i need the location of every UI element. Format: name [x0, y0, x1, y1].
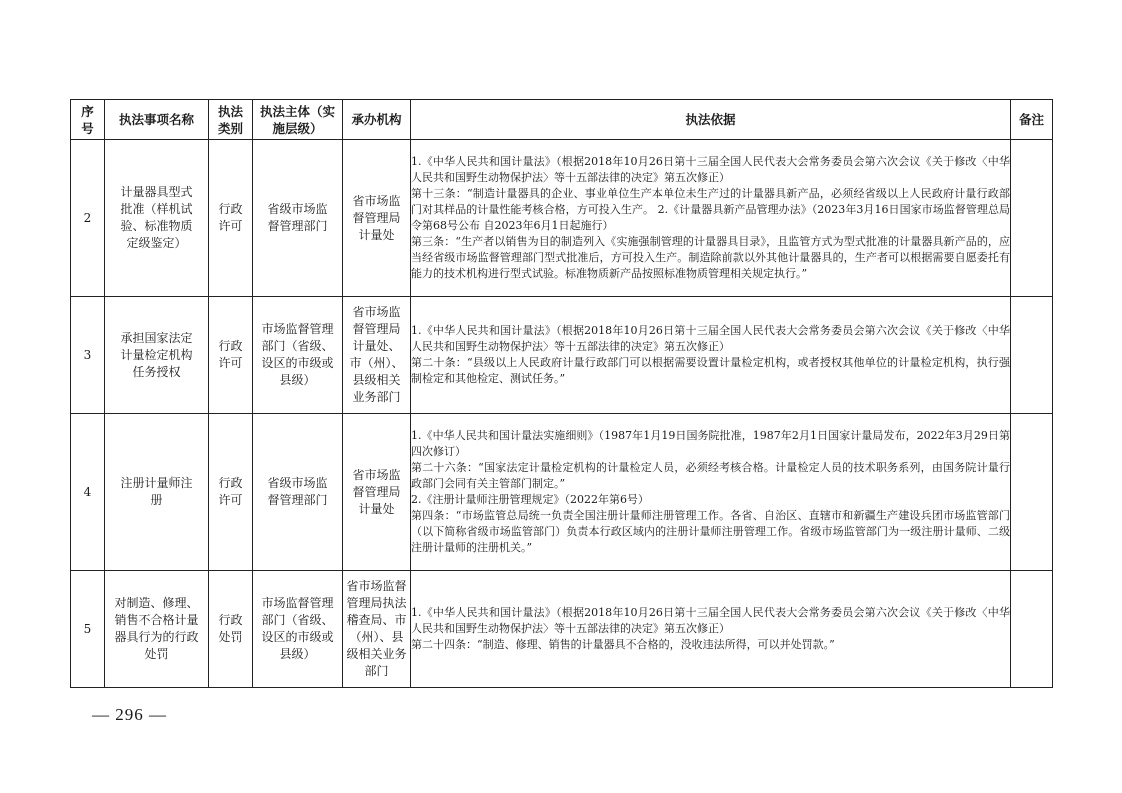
row-basis: [411, 297, 1011, 414]
row-remark: [1011, 297, 1053, 414]
row-name: 注册计量师注册: [105, 414, 209, 571]
table-row: [71, 414, 1053, 571]
row-remark: [1011, 414, 1053, 571]
row-remark: [1011, 571, 1053, 688]
row-basis: [411, 571, 1011, 688]
row-category: 行政许可: [209, 414, 253, 571]
law-enforcement-table: [70, 99, 1053, 688]
basis-paragraph: 第三条：“生产者以销售为目的制造列入《实施强制管理的计量器具目录》，且监管方式为型式批准的计量器具新产品的，应当经省级市场监督管理部门型式批准后，方可投入生产。制造除前款以外其他计量器具的，生产者可以根据需要自愿委托有能力的技术机构进行型式试验。标准物质新产品按照标准物质管理相关规定执行。”: [411, 235, 1010, 280]
table-row: [71, 140, 1053, 297]
header-remark: 备注: [1011, 100, 1053, 140]
table-row: [71, 571, 1053, 688]
header-seq: 序号: [71, 100, 105, 140]
header-subject: 执法主体（实施层级）: [253, 100, 343, 140]
row-seq: 5: [71, 571, 105, 688]
basis-paragraph: 2.《注册计量师注册管理规定》（2022年第6号）: [411, 493, 649, 506]
row-basis: [411, 414, 1011, 571]
basis-paragraph: 第二十六条：“国家法定计量检定机构的计量检定人员，必须经考核合格。计量检定人员的技术职务系列，由国务院计量行政部门会同有关主管部门制定。”: [411, 461, 1010, 490]
header-basis: 执法依据: [411, 100, 1011, 140]
row-seq: 3: [71, 297, 105, 414]
row-seq: 4: [71, 414, 105, 571]
row-name: 承担国家法定计量检定机构任务授权: [105, 297, 209, 414]
row-agency: 省市场监督管理局计量处: [343, 140, 411, 297]
basis-paragraph: 1.《中华人民共和国计量法》（根据2018年10月26日第十三届全国人民代表大会常务委员会第六次会议《关于修改〈中华人民共和国野生动物保护法〉等十五部法律的决定》第五次修正）: [411, 606, 1010, 635]
page-number: — 296 —: [92, 705, 167, 724]
basis-paragraph: 第十三条：“制造计量器具的企业、事业单位生产本单位未生产过的计量器具新产品，必须经省级以上人民政府计量行政部门对其样品的计量性能考核合格，方可投入生产。 2.《计量器具新产品管理办法》（2023年3月16日国家市场监督管理总局令第68号公布 自2023年6月1日起施行）: [411, 187, 1010, 232]
row-agency: 省市场监督管理局计量处: [343, 414, 411, 571]
row-agency: 省市场监督管理局执法稽查局、市（州）、县级相关业务部门: [343, 571, 411, 688]
row-name: 计量器具型式批准（样机试验、标准物质定级鉴定）: [105, 140, 209, 297]
basis-paragraph: 1.《中华人民共和国计量法实施细则》（1987年1月19日国务院批准，1987年2月1日国家计量局发布，2022年3月29日第四次修订）: [411, 429, 1010, 458]
row-subject: 省级市场监督管理部门: [253, 414, 343, 571]
row-remark: [1011, 140, 1053, 297]
row-name: 对制造、修理、销售不合格计量器具行为的行政处罚: [105, 571, 209, 688]
basis-paragraph: 第二十条：“县级以上人民政府计量行政部门可以根据需要设置计量检定机构，或者授权其他单位的计量检定机构，执行强制检定和其他检定、测试任务。”: [411, 356, 1010, 385]
row-seq: 2: [71, 140, 105, 297]
basis-paragraph: 第二十四条：“制造、修理、销售的计量器具不合格的，没收违法所得，可以并处罚款。”: [411, 638, 835, 651]
row-category: 行政许可: [209, 297, 253, 414]
row-category: 行政许可: [209, 140, 253, 297]
row-subject: 省级市场监督管理部门: [253, 140, 343, 297]
row-category: 行政处罚: [209, 571, 253, 688]
row-subject: 市场监督管理部门（省级、设区的市级或县级）: [253, 571, 343, 688]
header-name: 执法事项名称: [105, 100, 209, 140]
basis-paragraph: 1.《中华人民共和国计量法》（根据2018年10月26日第十三届全国人民代表大会常务委员会第六次会议《关于修改〈中华人民共和国野生动物保护法〉等十五部法律的决定》第五次修正）: [411, 324, 1010, 353]
table-header-row: [71, 100, 1053, 140]
header-agency: 承办机构: [343, 100, 411, 140]
row-subject: 市场监督管理部门（省级、设区的市级或县级）: [253, 297, 343, 414]
table-row: [71, 297, 1053, 414]
header-category: 执法类别: [209, 100, 253, 140]
row-basis: [411, 140, 1011, 297]
basis-paragraph: 1.《中华人民共和国计量法》（根据2018年10月26日第十三届全国人民代表大会常务委员会第六次会议《关于修改〈中华人民共和国野生动物保护法〉等十五部法律的决定》第五次修正）: [411, 155, 1010, 184]
basis-paragraph: 第四条：“市场监管总局统一负责全国注册计量师注册管理工作。各省、自治区、直辖市和新疆生产建设兵团市场监管部门（以下简称省级市场监管部门）负责本行政区域内的注册计量师注册管理工作。省级市场监管部门为一级注册计量师、二级注册计量师的注册机关。”: [411, 509, 1010, 554]
row-agency: 省市场监督管理局计量处、市（州）、县级相关业务部门: [343, 297, 411, 414]
